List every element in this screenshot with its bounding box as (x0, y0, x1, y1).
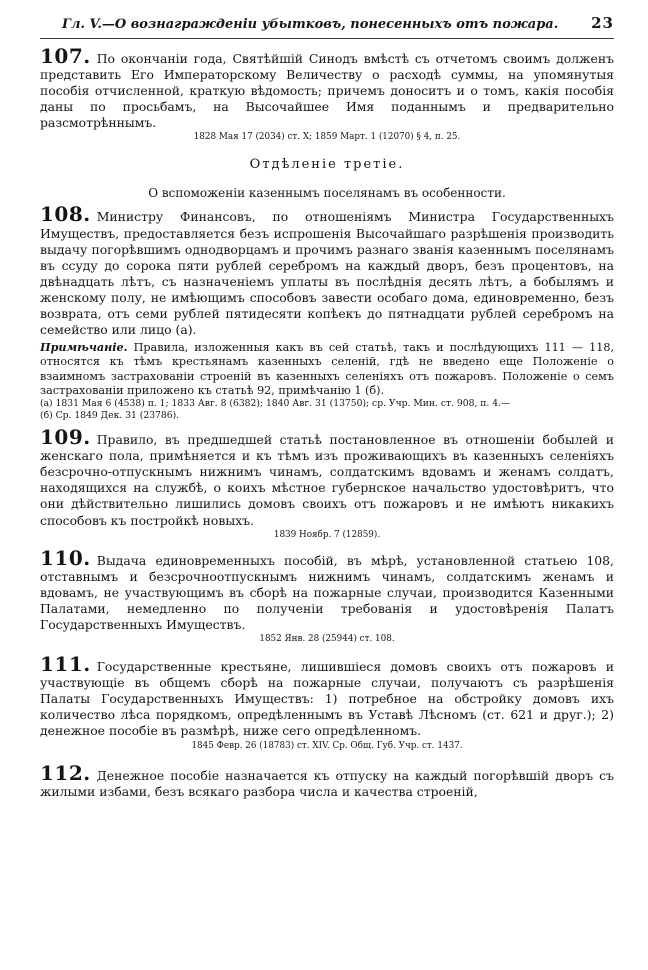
article-number: 110. (40, 545, 91, 570)
page-number: 23 (591, 14, 614, 32)
legal-reference: 1839 Ноябр. 7 (12859). (273, 529, 381, 540)
legal-reference: 1852 Янв. 28 (25944) ст. 108. (259, 634, 395, 645)
article-number: 112. (40, 760, 91, 785)
note-label: Примѣчанiе. (40, 340, 128, 355)
article-111-body (40, 652, 614, 739)
article-109-body (40, 425, 614, 529)
note-text: Правила, изложенныя какъ въ сей статьѣ, такъ и послѣдующихъ 111 — 118, относятся къ тѣмъ крестьянамъ казенныхъ селенiй, гдѣ не введено еще Положенiе о взаимномъ застрахованiи строенiй въ казенныхъ селенiяхъ отъ пожаровъ. Положенiе о семъ застрахованiи приложено къ статьѣ 92, примѣчанiю 1 (б). (40, 341, 615, 397)
article-108 (40, 202, 615, 421)
article-note (40, 340, 614, 398)
note-reference-b: (б) Ср. 1849 Дек. 31 (23786). (40, 409, 180, 421)
article-112 (40, 760, 614, 800)
article-number: 107. (40, 44, 91, 68)
article-text: Выдача единовременныхъ пособiй, въ мѣрѣ, установленной статьею 108, отставнымъ и безсрочноотпускнымъ нижнимъ чинамъ, солдатскимъ женамъ и вдовамъ, не участвующимъ въ сборѣ на пожарные случаи, производится Казенными Палатами, немедленно по полученiи требованiя и удостовѣренiя Палатъ Государственныхъ Имуществъ. (40, 552, 614, 632)
article-text: Министру Финансовъ, по отношенiямъ Министра Государственныхъ Имуществъ, предоставляется безъ испрошенiя Высочайшаго разрѣшенiя производить выдачу погорѣвшимъ однодворцамъ и прочимъ разнаго званiя казеннымъ поселянамъ въ ссуду до сорока пяти рублей серебромъ на каждый дворъ, безъ процентовъ, на двѣнадцать лѣтъ, съ назначенiемъ уплаты въ послѣднiя десять лѣтъ, а бобылямъ и женскому полу, не имѣющимъ способовъ завести особаго дома, единовременно, безъ возврата, отъ семи рублей пятидесяти копѣекъ до пятнадцати рублей серебромъ на семейство или лицо (а). (40, 209, 614, 338)
article-107-body (40, 44, 614, 131)
article-number: 108. (40, 202, 91, 227)
section-subtitle: О вспоможенiи казеннымъ поселянамъ въ особенности. (148, 186, 506, 201)
running-header (40, 14, 614, 39)
legal-reference: 1828 Мая 17 (2034) ст. X; 1859 Март. 1 (12070) § 4, п. 25. (193, 132, 461, 143)
article-text: По окончанiи года, Святѣйшiй Синодъ вмѣстѣ съ отчетомъ своимъ долженъ представить Его Императорскому Величеству о расходѣ суммы, на упомянутыя пособiя отчисленной, краткую вѣдомость; причемъ доноситъ и о томъ, какiя пособiя даны по просьбамъ, на Высочайшее Имя поданнымъ и предварительно разсмотрѣннымъ. (40, 51, 614, 131)
article-110 (40, 545, 614, 645)
article-111 (40, 652, 614, 751)
article-108-body (40, 202, 614, 338)
article-107 (40, 44, 614, 143)
article-number: 109. (40, 425, 91, 450)
article-number: 111. (40, 652, 91, 677)
article-112-body (40, 760, 614, 800)
chapter-title: Гл. V.—О вознагражденiи убытковъ, понесенныхъ отъ пожара. (62, 17, 559, 32)
article-109 (40, 425, 614, 541)
article-text: Правило, въ предшедшей статьѣ постановленное въ отношенiи бобылей и женскаго пола, примѣняется и къ тѣмъ изъ проживающихъ въ казенныхъ селенiяхъ безсрочно-отпускнымъ нижнимъ чинамъ, солдатскимъ вдовамъ и женамъ солдатъ, находящихся на службѣ, о коихъ мѣстное губернское начальство удостовѣритъ, что они дѣйствительно лишились домовъ своихъ отъ пожаровъ и не имѣютъ никакихъ способовъ къ постройкѣ новыхъ. (40, 432, 614, 528)
section-title: Отдѣленiе третiе. (249, 157, 405, 173)
article-text: Государственные крестьяне, лишившiеся домовъ своихъ отъ пожаровъ и участвующiе въ общемъ сборѣ на пожарные случаи, получаютъ съ разрѣшенiя Палаты Государственныхъ Имуществъ: 1) потребное на обстройку домовъ ихъ количество лѣса порядкомъ, опредѣленнымъ въ Уставѣ Лѣсномъ (ст. 621 и друг.); 2) денежное пособiе въ размѣрѣ, ниже сего опредѣленномъ. (40, 659, 614, 739)
article-text: Денежное пособiе назначается къ отпуску на каждый погорѣвшiй дворъ съ жилыми избами, безъ всякаго разбора числа и качества строенiй, (40, 767, 614, 799)
legal-reference: 1845 Февр. 26 (18783) ст. XIV. Ср. Общ. Губ. Учр. ст. 1437. (191, 740, 463, 751)
note-reference-a: (а) 1831 Мая 6 (4538) п. 1; 1833 Авг. 8 (6382); 1840 Авг. 31 (13750); ср. Учр. Мин. ст. 908, п. 4.— (40, 398, 511, 410)
article-110-body (40, 545, 614, 633)
